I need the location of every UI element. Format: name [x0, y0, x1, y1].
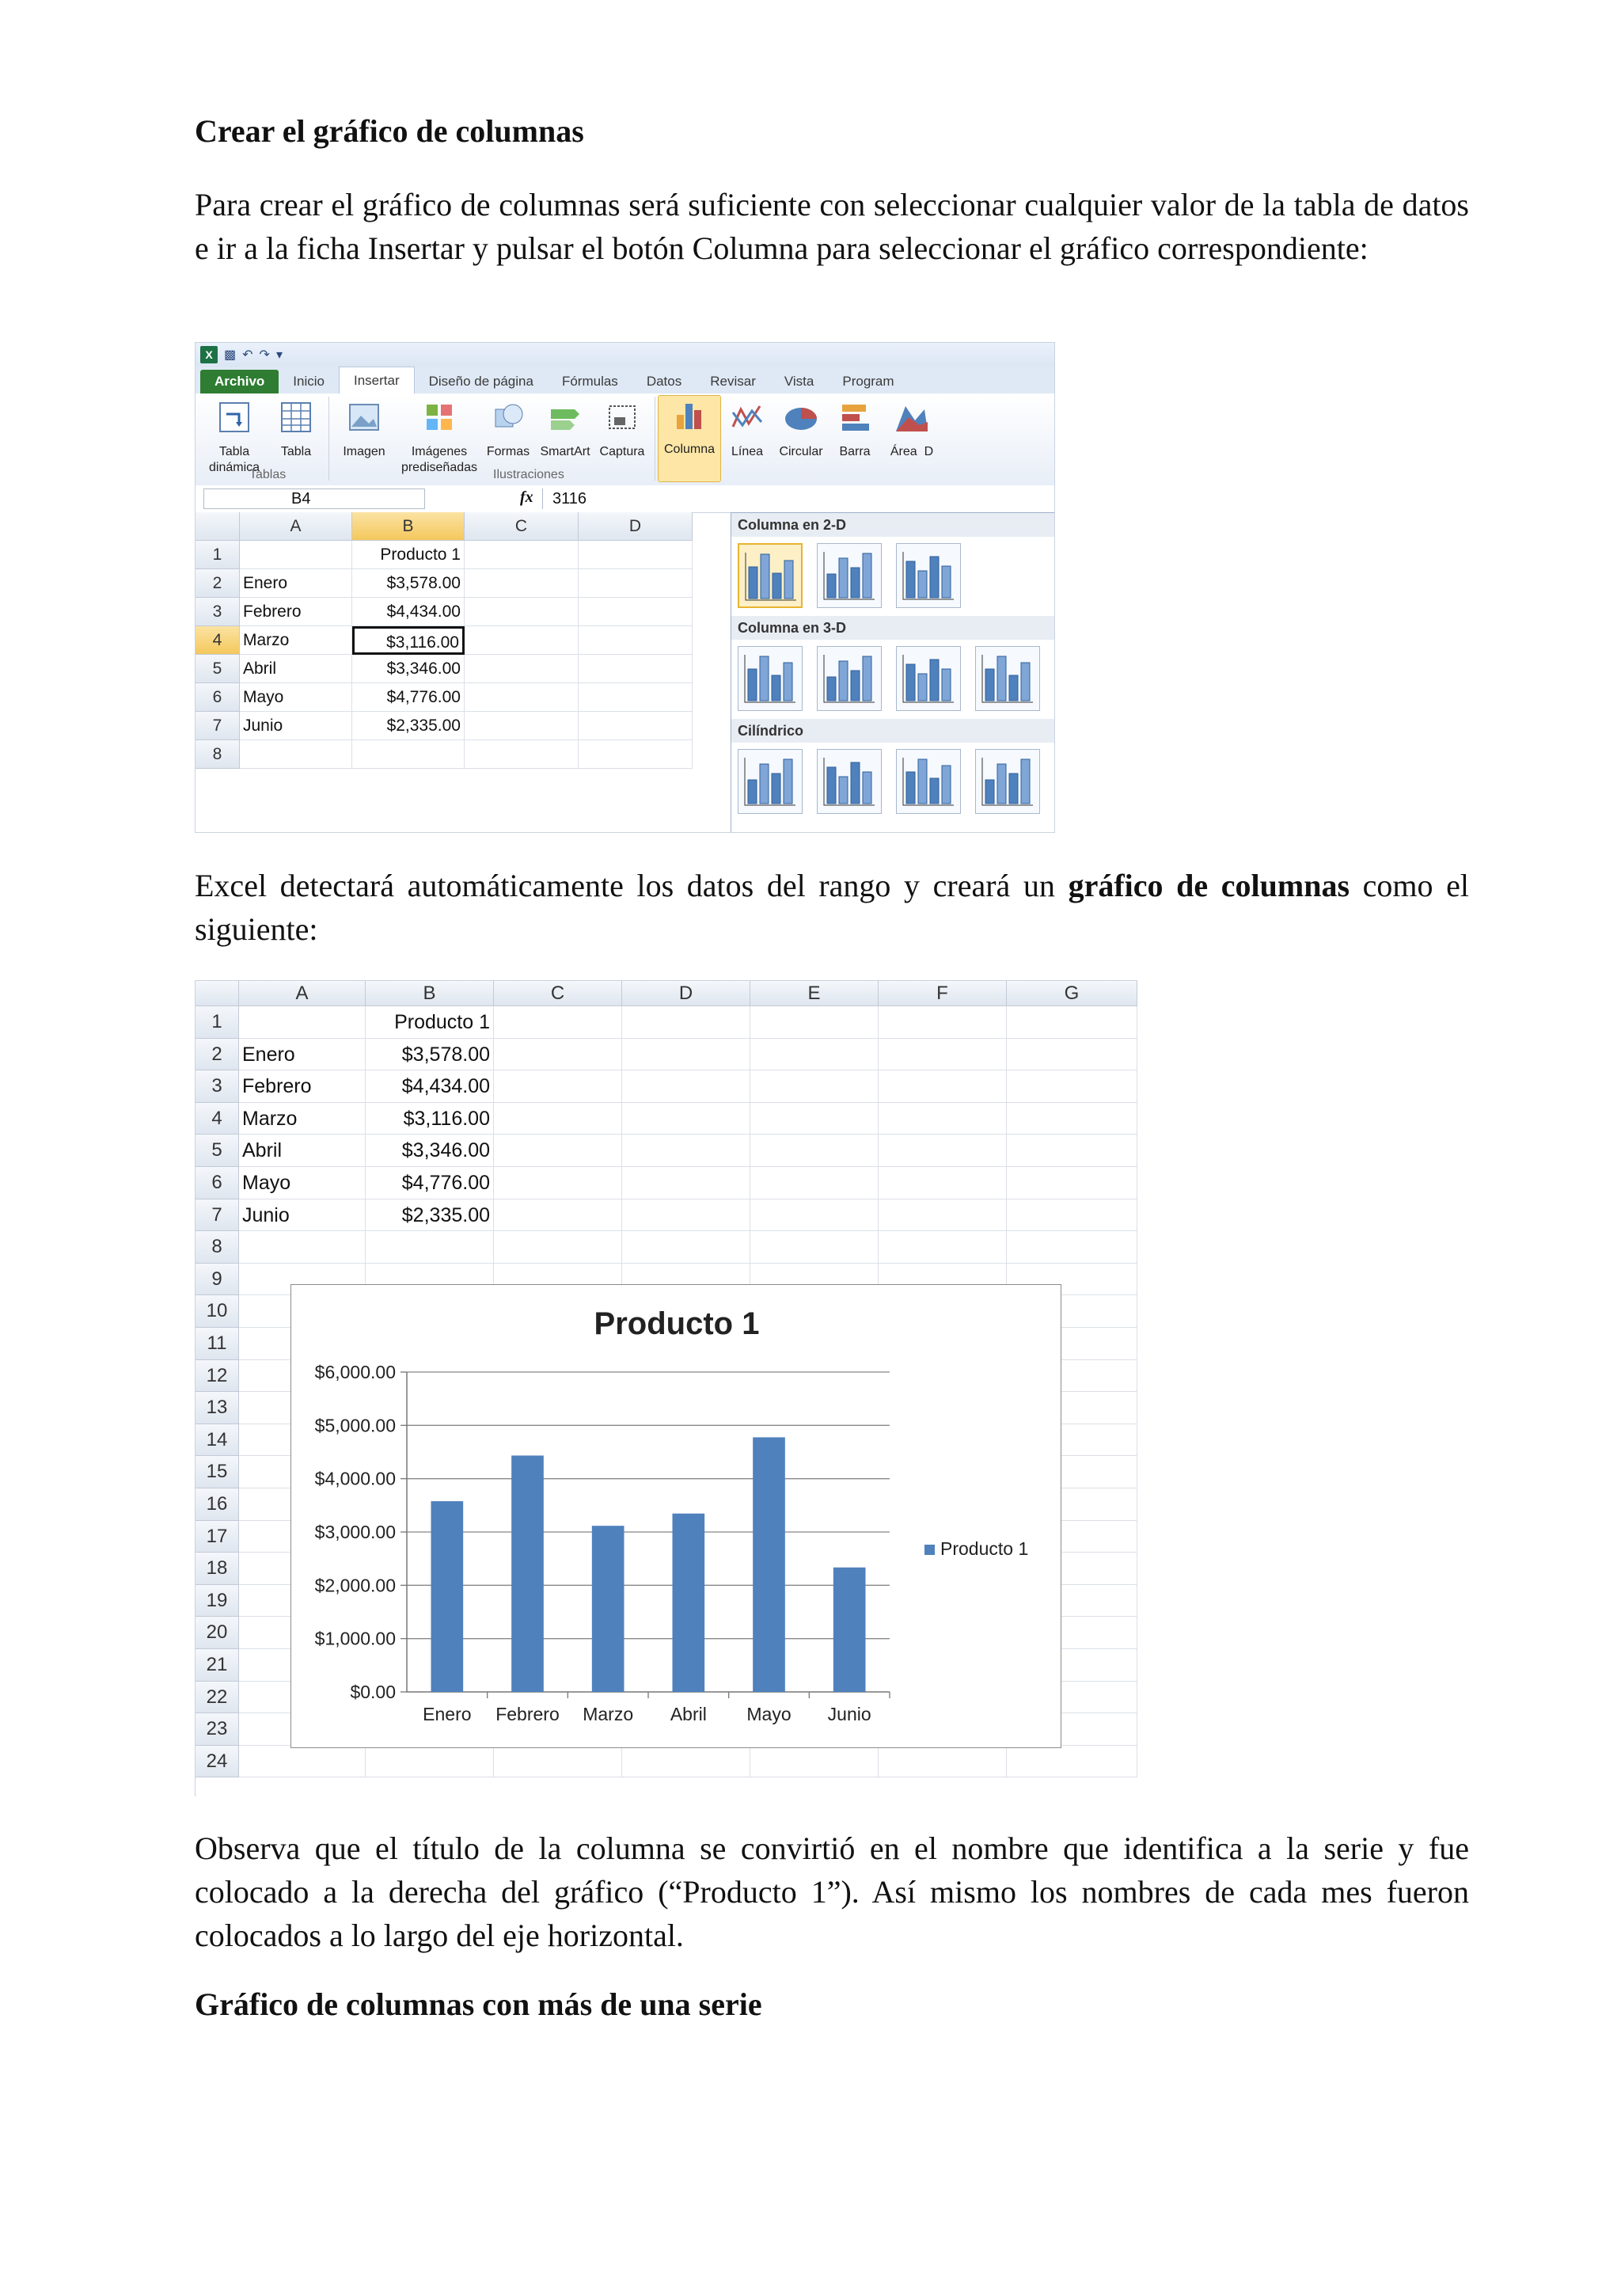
tabla-button[interactable]: Tabla — [265, 398, 327, 460]
picture-icon — [345, 398, 383, 436]
percent-stacked-column-2d-icon[interactable] — [896, 543, 961, 608]
excel-ribbon-screenshot — [195, 342, 1055, 833]
cell: $3,578.00 — [352, 569, 465, 598]
cell — [622, 1070, 750, 1103]
paragraph-excel-detecta: Excel detectará automáticamente los datos del rango y creará un gráfico de columnas como el siguiente: — [195, 868, 1470, 947]
gallery-section-2d: Columna en 2-D — [731, 513, 1055, 537]
y-tick-label: $6,000.00 — [314, 1362, 396, 1382]
gallery-thumbnail — [818, 544, 879, 606]
circular-button[interactable]: Circular — [772, 398, 830, 460]
cell: Junio — [240, 712, 352, 740]
paragraph-observa: Observa que el título de la columna se convirtió en el nombre que identifica a la serie y fue colocado a la derecha del gráfico (“Producto 1”). Así mismo los nombres de cada mes fueron colocados a lo largo del eje horizontal. — [195, 1830, 1469, 1953]
column-header: C — [494, 981, 622, 1006]
gallery-section-3d: Columna en 3-D — [731, 616, 1055, 640]
cell — [239, 1006, 366, 1039]
cell — [579, 569, 693, 598]
cell — [239, 1746, 366, 1778]
tab-archivo[interactable]: Archivo — [200, 370, 279, 393]
cell — [1007, 1070, 1137, 1103]
stacked-cylinder-icon[interactable] — [817, 749, 882, 814]
cell: $4,434.00 — [366, 1070, 494, 1103]
bar-junio — [833, 1568, 866, 1692]
cell: Enero — [239, 1039, 366, 1071]
gallery-bar — [760, 764, 769, 804]
clustered-column-3d-icon[interactable] — [738, 646, 803, 711]
cell — [622, 1006, 750, 1039]
row-header: 15 — [196, 1456, 239, 1488]
bar-enero — [431, 1501, 464, 1692]
cell — [879, 1070, 1007, 1103]
cell — [239, 1231, 366, 1264]
cell — [622, 1231, 750, 1264]
cell: Mayo — [240, 683, 352, 712]
y-tick-label: $0.00 — [350, 1682, 396, 1702]
bar-chart-icon — [836, 398, 874, 436]
gallery-bar — [827, 574, 836, 598]
column-chart — [291, 1285, 1062, 1749]
bar-marzo — [592, 1526, 624, 1692]
cylinder-3d-icon[interactable] — [975, 749, 1040, 814]
cell — [750, 1006, 879, 1039]
chart-title: Producto 1 — [594, 1306, 760, 1341]
row-header: 18 — [196, 1553, 239, 1585]
gallery-bar — [1009, 774, 1018, 804]
cell — [465, 626, 579, 655]
gallery-bar — [942, 766, 951, 804]
gallery-bar — [851, 568, 860, 598]
row-header: 7 — [196, 1199, 239, 1232]
cell — [750, 1103, 879, 1135]
heading-crear-grafico: Crear el gráfico de columnas — [195, 113, 584, 149]
cell — [879, 1039, 1007, 1071]
tab-insertar[interactable]: Insertar — [339, 367, 415, 393]
tab-datos[interactable]: Datos — [646, 374, 682, 389]
legend-swatch — [924, 1545, 935, 1555]
cell: Abril — [240, 655, 352, 683]
column-chart-icon — [670, 396, 708, 434]
gallery-bar — [985, 780, 994, 804]
gallery-bar — [772, 675, 780, 701]
row-header: 8 — [196, 740, 240, 769]
cell — [465, 655, 579, 683]
formula-input[interactable]: 3116 — [542, 488, 885, 509]
x-tick-label: Febrero — [495, 1704, 560, 1724]
gallery-bar — [918, 674, 927, 701]
column-header: G — [1007, 981, 1137, 1006]
cell — [465, 541, 579, 569]
cell — [622, 1135, 750, 1167]
row-header: 4 — [196, 626, 240, 655]
cell — [750, 1199, 879, 1232]
bar-mayo — [753, 1437, 785, 1692]
fx-icon[interactable]: fx — [520, 488, 533, 506]
smartart-icon — [546, 398, 584, 436]
tab-inicio[interactable]: Inicio — [293, 374, 325, 389]
column-header: D — [579, 512, 693, 541]
formas-button[interactable]: Formas — [477, 398, 539, 460]
gallery-thumbnail — [897, 544, 959, 606]
gallery-bar — [773, 573, 781, 599]
column-header: B — [366, 981, 494, 1006]
paragraph-intro: Para crear el gráfico de columnas será suficiente con seleccionar cualquier valor de la tabla de datos e ir a la ficha Insertar y pulsar el botón Columna para seleccionar el gráfico correspondiente: — [195, 187, 1469, 266]
cell — [622, 1746, 750, 1778]
gallery-thumbnail — [897, 750, 959, 812]
cell — [622, 1103, 750, 1135]
name-box[interactable]: B4 — [203, 488, 425, 509]
cell — [879, 1199, 1007, 1232]
group-label-ilustraciones: Ilustraciones — [493, 468, 564, 481]
row-header: 23 — [196, 1713, 239, 1746]
cell — [494, 1167, 622, 1199]
gallery-bar — [784, 759, 792, 804]
gallery-thumbnail — [976, 750, 1038, 812]
gallery-bar — [918, 571, 927, 598]
row-header: 17 — [196, 1521, 239, 1553]
excel-logo-icon: X — [200, 346, 218, 363]
cell: Febrero — [240, 598, 352, 626]
cell — [465, 598, 579, 626]
gallery-bar — [839, 558, 848, 598]
cell — [579, 541, 693, 569]
gallery-bar — [761, 554, 769, 599]
tab-vista[interactable]: Vista — [784, 374, 814, 389]
cell — [579, 740, 693, 769]
cell — [1007, 1167, 1137, 1199]
cell: $2,335.00 — [352, 712, 465, 740]
gallery-bar — [851, 762, 860, 804]
row-header: 14 — [196, 1424, 239, 1457]
cell — [494, 1231, 622, 1264]
gallery-thumbnail — [739, 545, 801, 606]
cell — [879, 1103, 1007, 1135]
row-header: 10 — [196, 1295, 239, 1328]
gallery-bar — [827, 677, 836, 701]
cell: $3,346.00 — [366, 1135, 494, 1167]
column-header: F — [879, 981, 1007, 1006]
shapes-icon — [489, 398, 527, 436]
gallery-bar — [942, 566, 951, 598]
y-tick-label: $5,000.00 — [314, 1415, 396, 1436]
cell — [579, 598, 693, 626]
gallery-bar — [839, 661, 848, 701]
row-header: 5 — [196, 1135, 239, 1167]
gallery-bar — [749, 567, 757, 599]
cell — [366, 1231, 494, 1264]
cell — [879, 1231, 1007, 1264]
percent-stacked-column-3d-icon[interactable] — [896, 646, 961, 711]
formula-bar — [196, 485, 1054, 513]
captura-button[interactable]: Captura — [591, 398, 653, 460]
select-all-corner — [196, 981, 239, 1006]
cell — [1007, 1199, 1137, 1232]
tab-programador[interactable]: Program — [842, 374, 894, 389]
y-tick-label: $4,000.00 — [314, 1468, 396, 1489]
row-header: 3 — [196, 1070, 239, 1103]
cell — [622, 1039, 750, 1071]
gallery-bar — [748, 669, 757, 701]
cell — [750, 1070, 879, 1103]
cell — [1007, 1746, 1137, 1778]
gallery-bar — [997, 764, 1006, 804]
row-header: 2 — [196, 1039, 239, 1071]
row-header: 11 — [196, 1328, 239, 1360]
cell — [750, 1135, 879, 1167]
imagen-button[interactable]: Imagen — [333, 398, 395, 460]
redo-icon[interactable]: ↷ — [259, 348, 270, 362]
gallery-bar — [930, 557, 939, 598]
gallery-thumbnail — [818, 750, 879, 812]
cell — [879, 1746, 1007, 1778]
column-3d-icon[interactable] — [975, 646, 1040, 711]
cell — [622, 1167, 750, 1199]
clustered-cylinder-icon[interactable] — [738, 749, 803, 814]
row-header: 6 — [196, 683, 240, 712]
gallery-bar — [906, 664, 915, 701]
cell — [1007, 1039, 1137, 1071]
cell: Febrero — [239, 1070, 366, 1103]
ribbon-tabs — [196, 367, 1054, 393]
quick-access-toolbar — [196, 343, 1054, 367]
row-header: 6 — [196, 1167, 239, 1199]
x-tick-label: Mayo — [746, 1704, 792, 1724]
gallery-bar — [930, 778, 939, 804]
cell — [465, 712, 579, 740]
x-tick-label: Marzo — [583, 1704, 634, 1724]
cell — [750, 1039, 879, 1071]
barra-button[interactable]: Barra — [829, 398, 881, 460]
cell — [750, 1231, 879, 1264]
percent-stacked-cylinder-icon[interactable] — [896, 749, 961, 814]
row-header: 24 — [196, 1746, 239, 1778]
cell: $4,434.00 — [352, 598, 465, 626]
gallery-thumbnail — [897, 647, 959, 709]
gallery-bar — [851, 671, 860, 701]
cell — [465, 683, 579, 712]
row-header: 2 — [196, 569, 240, 598]
column-chart-gallery — [731, 512, 1055, 833]
gallery-thumbnail — [976, 647, 1038, 709]
cell — [494, 1006, 622, 1039]
gallery-bar — [760, 656, 769, 701]
area-chart-icon — [893, 398, 931, 436]
row-header: 9 — [196, 1264, 239, 1296]
gallery-thumbnail — [738, 647, 800, 709]
gallery-bar — [748, 780, 757, 804]
gallery-bar — [1009, 675, 1018, 701]
smartart-button[interactable]: SmartArt — [534, 398, 596, 460]
cell — [352, 740, 465, 769]
cell — [579, 655, 693, 683]
cell: $3,578.00 — [366, 1039, 494, 1071]
cell: Abril — [239, 1135, 366, 1167]
cell — [1007, 1006, 1137, 1039]
x-tick-label: Enero — [423, 1704, 472, 1724]
cell: $2,335.00 — [366, 1199, 494, 1232]
cell — [366, 1746, 494, 1778]
cell — [579, 712, 693, 740]
row-header: 21 — [196, 1649, 239, 1682]
cell — [1007, 1231, 1137, 1264]
customize-toolbar-icon[interactable]: ▾ — [275, 348, 283, 362]
cell — [579, 683, 693, 712]
gallery-bar — [839, 777, 848, 804]
cell: $3,116.00 — [366, 1103, 494, 1135]
heading-mas-de-una-serie: Gráfico de columnas con más de una serie — [195, 1986, 762, 2022]
row-header: 22 — [196, 1682, 239, 1714]
table-icon — [277, 398, 315, 436]
cell: $3,346.00 — [352, 655, 465, 683]
x-tick-label: Abril — [670, 1704, 707, 1724]
gallery-bar — [784, 561, 793, 599]
gallery-bar — [784, 663, 792, 701]
gallery-bar — [827, 767, 836, 804]
select-all-corner — [196, 512, 240, 541]
undo-icon[interactable]: ↶ — [242, 348, 253, 362]
gallery-bar — [1021, 663, 1030, 701]
cell — [465, 569, 579, 598]
column-header: D — [622, 981, 750, 1006]
cell — [240, 541, 352, 569]
bar-abril — [673, 1514, 705, 1692]
tabla-dinamica-button[interactable]: Tabla dinámica — [203, 398, 265, 476]
row-header: 5 — [196, 655, 240, 683]
bar-febrero — [511, 1455, 544, 1692]
gallery-thumbnail — [738, 750, 800, 812]
gallery-bar — [918, 759, 927, 804]
clipart-icon — [420, 398, 458, 436]
screenshot-icon — [603, 398, 641, 436]
line-chart-icon — [728, 398, 766, 436]
cell: $4,776.00 — [352, 683, 465, 712]
gallery-bar — [942, 669, 951, 701]
column-header: A — [240, 512, 352, 541]
column-header: C — [465, 512, 579, 541]
tab-revisar[interactable]: Revisar — [710, 374, 756, 389]
row-header: 19 — [196, 1585, 239, 1617]
row-header: 1 — [196, 1006, 239, 1039]
column-header: A — [239, 981, 366, 1006]
cell: Producto 1 — [352, 541, 465, 569]
y-tick-label: $2,000.00 — [314, 1575, 396, 1596]
tab-formulas[interactable]: Fórmulas — [561, 374, 618, 389]
y-tick-label: $1,000.00 — [314, 1628, 396, 1649]
stacked-column-3d-icon[interactable] — [817, 646, 882, 711]
cell — [494, 1103, 622, 1135]
row-header: 3 — [196, 598, 240, 626]
y-tick-label: $3,000.00 — [314, 1522, 396, 1542]
gallery-bar — [930, 660, 939, 701]
cell: Mayo — [239, 1167, 366, 1199]
gallery-bar — [906, 772, 915, 804]
gallery-bar — [985, 669, 994, 701]
excel-chart-screenshot — [195, 980, 1137, 1796]
cell — [465, 740, 579, 769]
legend-label: Producto 1 — [940, 1538, 1029, 1559]
x-tick-label: Junio — [827, 1704, 871, 1724]
gallery-bar — [906, 561, 915, 598]
cell — [1007, 1103, 1137, 1135]
cell: Producto 1 — [366, 1006, 494, 1039]
clustered-column-2d-icon[interactable] — [738, 543, 803, 608]
cell — [494, 1039, 622, 1071]
tab-diseno-pagina[interactable]: Diseño de página — [428, 374, 533, 389]
gallery-bar — [772, 774, 780, 804]
row-header: 20 — [196, 1617, 239, 1649]
gallery-thumbnail — [818, 647, 879, 709]
gallery-bar — [863, 656, 871, 701]
row-header: 16 — [196, 1488, 239, 1521]
group-label-tablas: Tablas — [249, 468, 287, 481]
row-header: 8 — [196, 1231, 239, 1264]
cell — [879, 1135, 1007, 1167]
cell — [494, 1070, 622, 1103]
save-icon[interactable]: ▩ — [224, 348, 237, 362]
pie-chart-icon — [782, 398, 820, 436]
cell — [879, 1167, 1007, 1199]
cell — [494, 1746, 622, 1778]
cell — [240, 740, 352, 769]
stacked-column-2d-icon[interactable] — [817, 543, 882, 608]
row-header: 1 — [196, 541, 240, 569]
pivot-table-icon — [215, 398, 253, 436]
row-header: 7 — [196, 712, 240, 740]
gallery-bar — [863, 553, 871, 598]
cell: Marzo — [239, 1103, 366, 1135]
active-cell: $3,116.00 — [352, 626, 465, 655]
chart-area[interactable] — [290, 1284, 1061, 1748]
cell: Junio — [239, 1199, 366, 1232]
cell — [494, 1135, 622, 1167]
row-header: 4 — [196, 1103, 239, 1135]
cell — [494, 1199, 622, 1232]
row-header: 12 — [196, 1360, 239, 1393]
cell — [879, 1006, 1007, 1039]
imagenes-prediseñadas-button[interactable]: Imágenes prediseñadas — [400, 398, 479, 476]
gallery-bar — [1021, 759, 1030, 804]
cell: $4,776.00 — [366, 1167, 494, 1199]
gallery-bar — [863, 772, 871, 804]
cell — [1007, 1135, 1137, 1167]
gallery-bar — [997, 656, 1006, 701]
area-button[interactable]: Área D — [878, 398, 946, 460]
cell: Enero — [240, 569, 352, 598]
cell — [579, 626, 693, 655]
cell — [750, 1167, 879, 1199]
columna-button[interactable]: Columna — [658, 395, 721, 482]
linea-button[interactable]: Línea — [721, 398, 773, 460]
row-header: 13 — [196, 1392, 239, 1424]
cell — [750, 1746, 879, 1778]
gallery-section-cilindrico: Cilíndrico — [731, 719, 1055, 743]
column-header: B — [352, 512, 465, 541]
cell — [622, 1199, 750, 1232]
ribbon-insertar — [196, 393, 1054, 486]
cell: Marzo — [240, 626, 352, 655]
column-header: E — [750, 981, 879, 1006]
